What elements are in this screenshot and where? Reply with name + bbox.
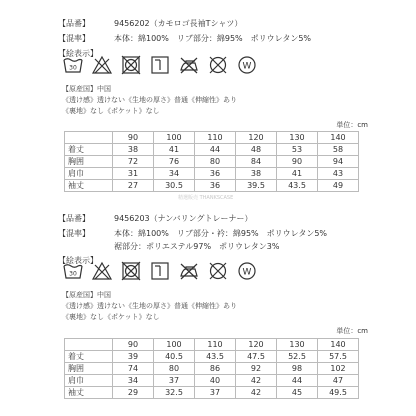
table-cell: 90 [277,156,318,168]
table-cell: 86 [195,363,236,375]
care-icons-row [62,54,258,76]
table-cell: 41 [277,168,318,180]
table-cell: 30.5 [154,180,195,192]
wash-30-icon [62,260,84,282]
hang-dry-icon [149,260,171,282]
table-row [65,168,359,180]
header-cell: 100 [154,339,195,351]
no-tumble-dry-icon [120,54,142,76]
no-bleach-icon [91,260,113,282]
table-cell: 27 [113,180,154,192]
table-cell: 37 [195,387,236,399]
table-row [65,363,359,375]
table-cell: 42 [236,375,277,387]
no-iron-icon [178,54,200,76]
table-cell: 34 [113,375,154,387]
table-cell: 43 [318,168,359,180]
table-cell: 38 [236,168,277,180]
svg-text:W: W [242,61,252,72]
table-cell: 40 [195,375,236,387]
lining-text: 《裏地》なし《ポケット》なし [62,107,160,115]
table-cell: 47 [318,375,359,387]
header-cell: 110 [195,132,236,144]
table-cell: 43.5 [277,180,318,192]
origin-text: 【原産国】中国 [62,85,111,93]
no-iron-icon [178,260,200,282]
table-cell: 49 [318,180,359,192]
header-cell: 110 [195,339,236,351]
table-row [65,375,359,387]
table-cell: 42 [236,387,277,399]
wash-30-icon [62,54,84,76]
table-cell: 49.5 [318,387,359,399]
material-label: 【混率】 [58,229,90,238]
row-label: 袖丈 [65,180,113,192]
care-label: 【絵表示】 [58,256,98,265]
header-cell [65,339,113,351]
table-cell: 41 [154,144,195,156]
table-row [65,144,359,156]
header-cell: 90 [113,339,154,351]
header-cell [65,132,113,144]
wet-clean-icon [236,54,258,76]
texture-text: 《透け感》透けない《生地の厚さ》普通《伸縮性》あり [62,302,237,310]
header-cell: 120 [236,339,277,351]
texture-text: 《透け感》透けない《生地の厚さ》普通《伸縮性》あり [62,96,237,104]
svg-text:W: W [242,267,252,278]
row-label: 胸囲 [65,363,113,375]
table-cell: 74 [113,363,154,375]
header-cell: 120 [236,132,277,144]
size-header-row [65,339,359,351]
table-cell: 43.5 [195,351,236,363]
table-cell: 47.5 [236,351,277,363]
table-cell: 102 [318,363,359,375]
size-table [64,338,359,399]
table-cell: 94 [318,156,359,168]
no-dry-clean-icon [207,54,229,76]
unit-label: 単位：cm [336,121,368,129]
row-label: 肩巾 [65,375,113,387]
header-cell: 140 [318,339,359,351]
header-cell: 140 [318,132,359,144]
svg-text:30: 30 [69,64,77,72]
table-cell: 53 [277,144,318,156]
size-header-row [65,132,359,144]
table-cell: 37 [154,375,195,387]
table-cell: 45 [277,387,318,399]
no-bleach-icon [91,54,113,76]
table-cell: 52.5 [277,351,318,363]
table-cell: 39 [113,351,154,363]
table-cell: 80 [154,363,195,375]
header-cell: 100 [154,132,195,144]
row-label: 着丈 [65,351,113,363]
table-cell: 34 [154,168,195,180]
table-cell: 84 [236,156,277,168]
material-line: 裾部分：ポリエステル97% ポリウレタン3% [114,242,280,251]
row-label: 着丈 [65,144,113,156]
table-cell: 39.5 [236,180,277,192]
product-number-value: 9456202（カモロゴ長袖Tシャツ） [114,19,243,28]
table-cell: 58 [318,144,359,156]
product-number-value: 9456203（ナンバリングトレーナー） [114,214,253,223]
table-cell: 29 [113,387,154,399]
material-line: 本体：綿100% リブ部分：綿95% ポリウレタン5% [114,34,312,43]
product-number-row [58,214,253,224]
table-cell: 76 [154,156,195,168]
table-cell: 36 [195,168,236,180]
row-label: 肩巾 [65,168,113,180]
material-row [58,34,312,44]
no-tumble-dry-icon [120,260,142,282]
unit-label: 単位：cm [336,327,368,335]
lining-text: 《裏地》なし《ポケット》なし [62,313,160,321]
material-label: 【混率】 [58,34,90,43]
header-cell: 90 [113,132,154,144]
size-table [64,131,359,192]
table-row [65,387,359,399]
table-cell: 57.5 [318,351,359,363]
product-number-label: 【品番】 [58,214,90,223]
table-cell: 72 [113,156,154,168]
material-row [58,229,328,239]
table-cell: 31 [113,168,154,180]
table-cell: 44 [277,375,318,387]
table-cell: 40.5 [154,351,195,363]
table-row [65,351,359,363]
material-line: 本体：綿100% リブ部分・衿：綿95% ポリウレタン5% [114,229,328,238]
svg-text:30: 30 [69,270,77,278]
table-cell: 48 [236,144,277,156]
watermark-text: 精選販売 THANKSCASE [178,195,234,201]
table-cell: 36 [195,180,236,192]
table-cell: 92 [236,363,277,375]
table-row [65,180,359,192]
product-number-label: 【品番】 [58,19,90,28]
table-row [65,156,359,168]
care-icons-row [62,260,258,282]
origin-text: 【原産国】中国 [62,291,111,299]
table-cell: 44 [195,144,236,156]
wet-clean-icon [236,260,258,282]
table-cell: 32.5 [154,387,195,399]
no-dry-clean-icon [207,260,229,282]
product-number-row [58,19,243,29]
table-cell: 98 [277,363,318,375]
row-label: 胸囲 [65,156,113,168]
table-cell: 38 [113,144,154,156]
row-label: 袖丈 [65,387,113,399]
table-cell: 80 [195,156,236,168]
care-label: 【絵表示】 [58,49,98,58]
hang-dry-icon [149,54,171,76]
header-cell: 130 [277,339,318,351]
header-cell: 130 [277,132,318,144]
